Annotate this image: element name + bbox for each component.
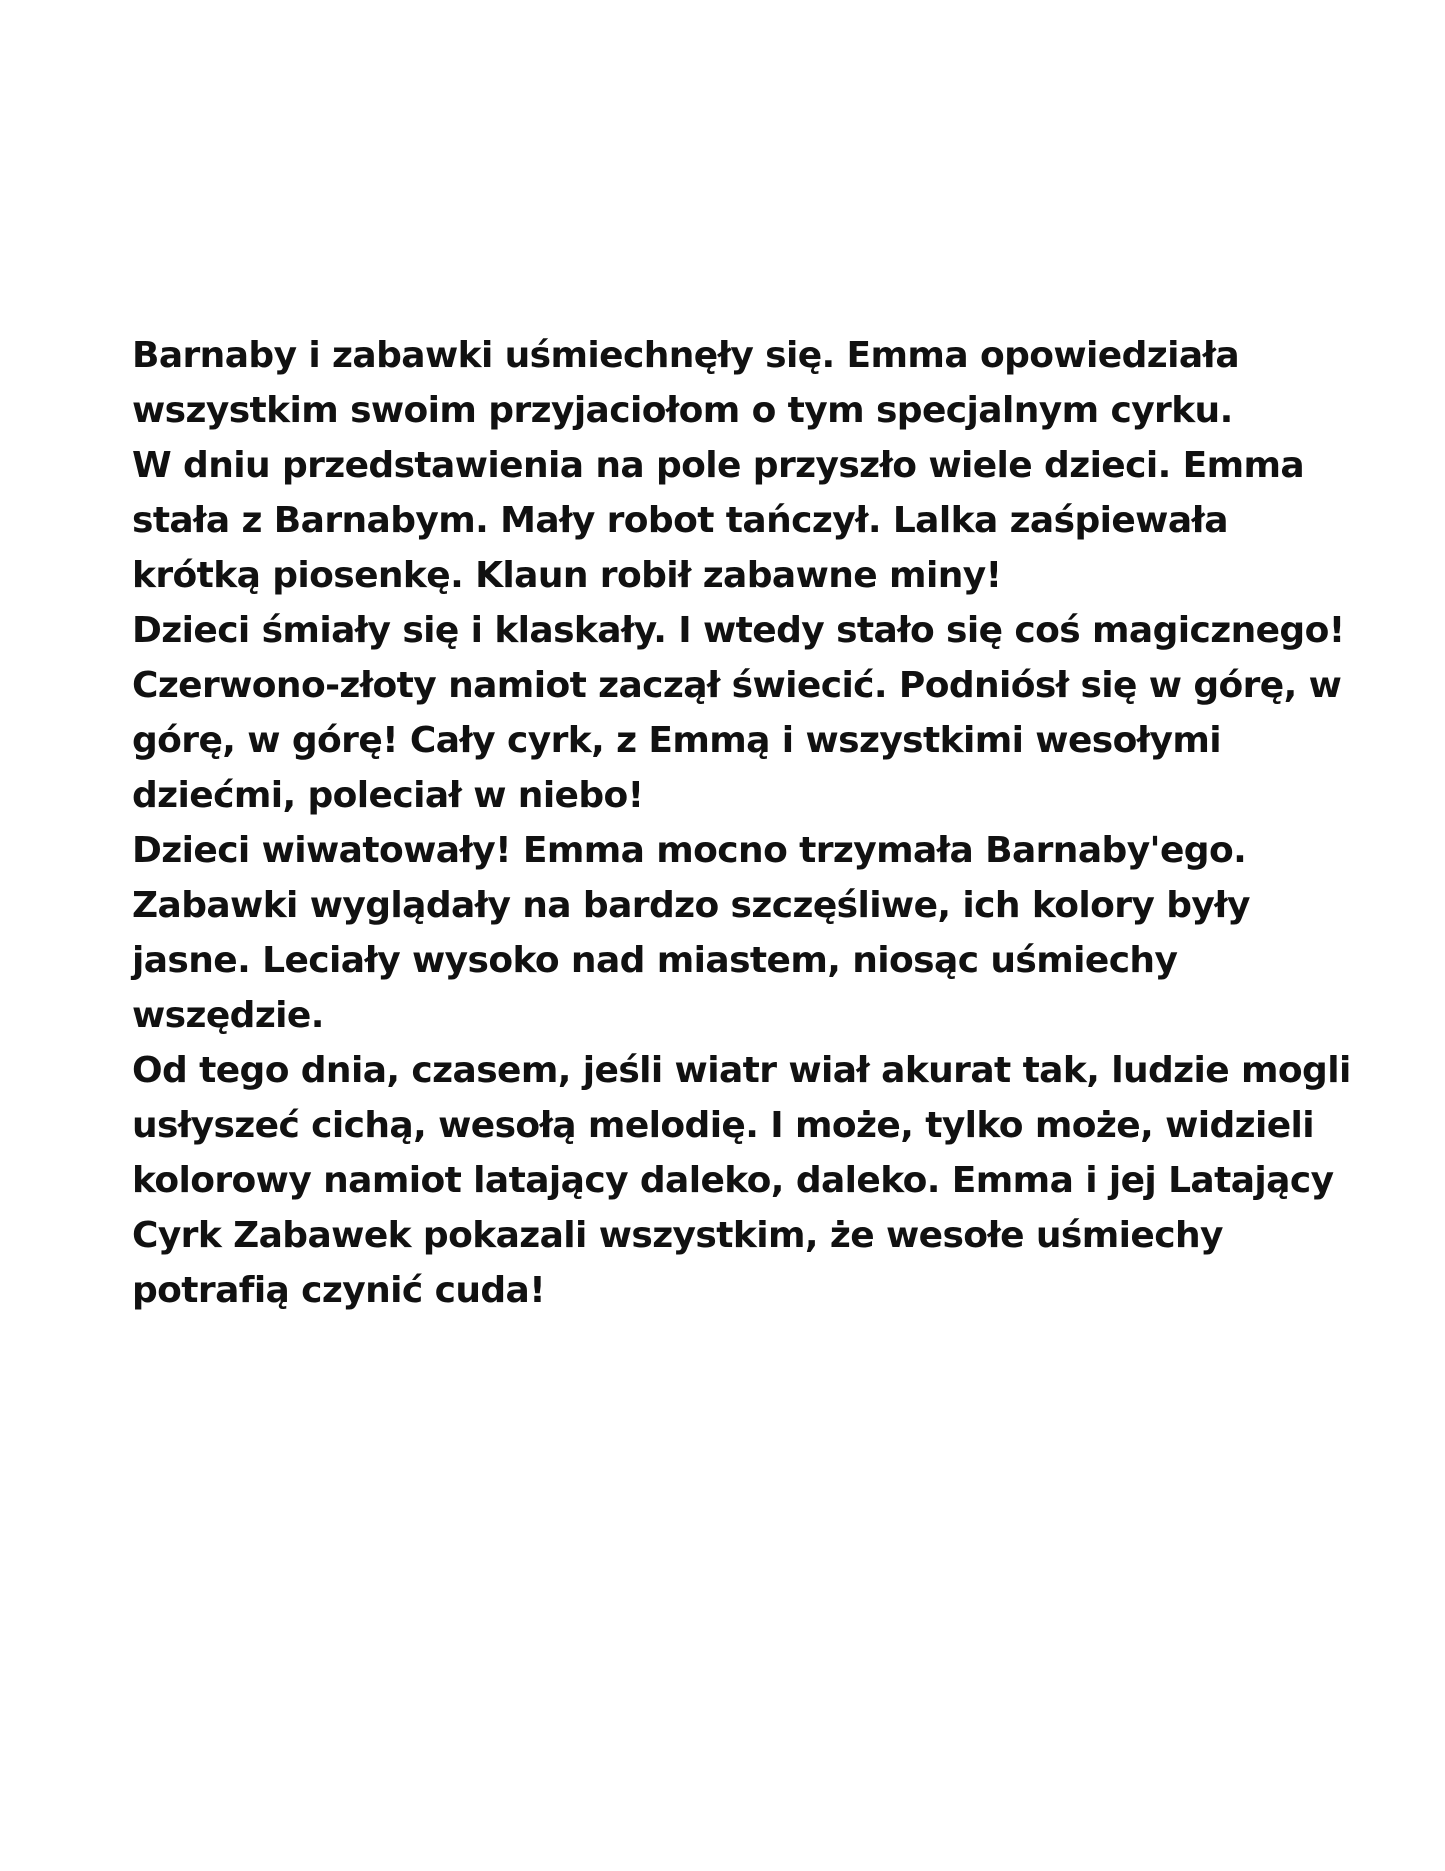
story-line: Zabawki wyglądały na bardzo szczęśliwe, ich kolory były [132, 885, 1250, 926]
story-line: górę, w górę! Cały cyrk, z Emmą i wszystkimi wesołymi [132, 720, 1221, 761]
story-line: Cyrk Zabawek pokazali wszystkim, że wesołe uśmiechy [132, 1215, 1223, 1256]
story-line: jasne. Leciały wysoko nad miastem, niosąc uśmiechy [132, 940, 1178, 981]
story-line: Dzieci śmiały się i klaskały. I wtedy stało się coś magicznego! [132, 610, 1345, 651]
story-line: wszędzie. [132, 995, 324, 1036]
story-line: potrafią czynić cuda! [132, 1270, 546, 1311]
story-line: Czerwono-złoty namiot zaczął świecić. Podniósł się w górę, w [132, 665, 1342, 706]
story-line: Barnaby i zabawki uśmiechnęły się. Emma opowiedziała [132, 335, 1240, 376]
story-line: kolorowy namiot latający daleko, daleko. Emma i jej Latający [132, 1160, 1334, 1201]
story-line: krótką piosenkę. Klaun robił zabawne miny! [132, 555, 1002, 596]
story-line: Od tego dnia, czasem, jeśli wiatr wiał akurat tak, ludzie mogli [132, 1050, 1351, 1091]
story-line: dziećmi, poleciał w niebo! [132, 775, 644, 816]
story-line: wszystkim swoim przyjaciołom o tym specjalnym cyrku. [132, 390, 1233, 431]
story-line: usłyszeć cichą, wesołą melodię. I może, tylko może, widzieli [132, 1105, 1315, 1146]
story-line: Dzieci wiwatowały! Emma mocno trzymała Barnaby'ego. [132, 830, 1247, 871]
story-line: stała z Barnabym. Mały robot tańczył. Lalka zaśpiewała [132, 500, 1228, 541]
story-text [132, 328, 1351, 1318]
story-line: W dniu przedstawienia na pole przyszło wiele dzieci. Emma [132, 445, 1305, 486]
